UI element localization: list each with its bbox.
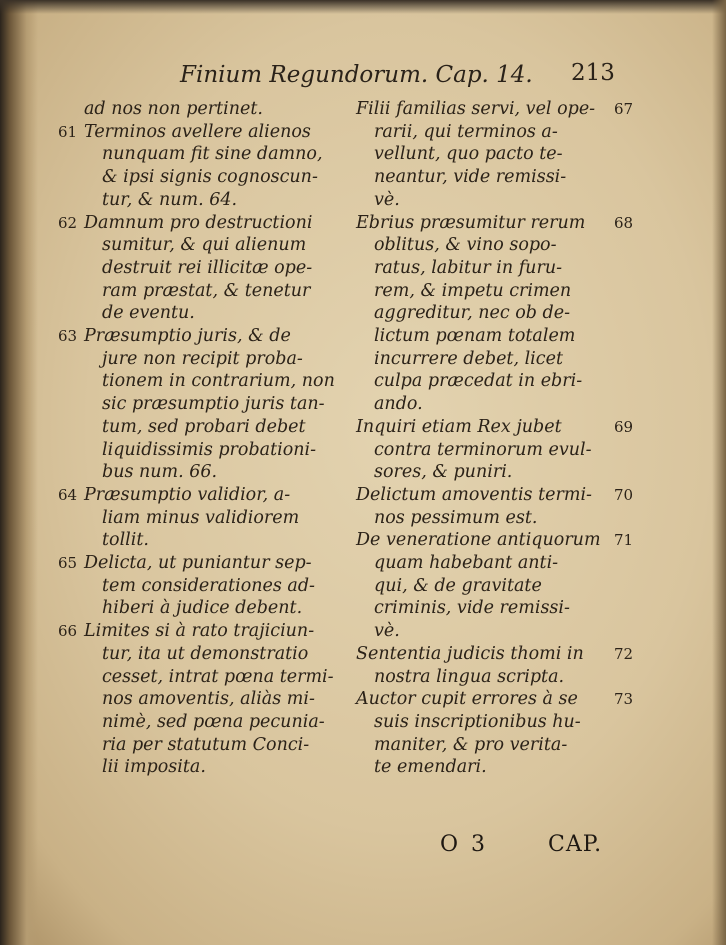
entry-text: [58, 212, 358, 326]
entry-line: oblitus, & vino sopo-: [374, 235, 557, 256]
entry-line: ratus, labitur in furu-: [374, 257, 562, 278]
entry-number: 65: [58, 554, 78, 573]
index-entry: [356, 416, 646, 484]
entry-line: tum, sed probari debet: [102, 416, 306, 437]
index-entry: [58, 552, 358, 620]
gutter-shadow: [0, 0, 38, 945]
entry-line: Limites si à rato trajiciun-: [84, 621, 315, 642]
entry-text: [356, 484, 646, 529]
entry-number: 71: [614, 531, 634, 550]
entry-line: tollit.: [102, 530, 149, 551]
catchword: CAP.: [548, 832, 603, 857]
entry-line: incurrere debet, licet: [374, 348, 563, 369]
entry-number: 73: [614, 690, 634, 709]
entry-line: Damnum pro destructioni: [84, 212, 313, 233]
entry-text: [58, 121, 358, 212]
index-entry: [356, 212, 646, 416]
entry-line: te emendari.: [374, 757, 487, 778]
entry-line: sic præsumptio juris tan-: [102, 394, 325, 415]
entry-line: Delictum amoventis termi-: [356, 484, 592, 505]
entry-line: Præsumptio juris, & de: [84, 326, 291, 347]
entry-number: 62: [58, 213, 78, 232]
entry-line: aggreditur, nec ob de-: [374, 303, 570, 324]
index-entry: [58, 98, 358, 121]
entry-text: [356, 529, 646, 643]
entry-number: 72: [614, 644, 634, 663]
entry-number: 66: [58, 622, 78, 641]
entry-text: [356, 98, 646, 212]
entry-number: 61: [58, 122, 78, 141]
entry-line: rarii, qui terminos a-: [374, 121, 558, 142]
entry-line: qui, & de gravitate: [374, 575, 542, 596]
entry-line: vè.: [374, 621, 400, 642]
top-edge-shadow: [0, 0, 726, 14]
entry-line: tem considerationes ad-: [102, 575, 315, 596]
entry-line: culpa præcedat in ebri-: [374, 371, 583, 392]
entry-number: 63: [58, 327, 78, 346]
index-entry: [58, 121, 358, 212]
left-index-column: [58, 98, 358, 779]
entry-line: nostra lingua scripta.: [374, 666, 565, 687]
entry-text: [356, 688, 646, 779]
running-head: Finium Regundorum. Cap. 14.: [180, 62, 533, 88]
entry-line: quam habebant anti-: [374, 553, 559, 574]
entry-line: vè.: [374, 189, 400, 210]
entry-line: Ebrius præsumitur rerum: [356, 212, 586, 233]
entry-line: de eventu.: [102, 303, 195, 324]
entry-line: contra terminorum evul-: [374, 439, 592, 460]
entry-line: Auctor cupit errores à se: [356, 689, 578, 710]
index-entry: [58, 325, 358, 484]
entry-number: 68: [614, 213, 634, 232]
entry-text: [58, 620, 358, 779]
entry-line: lii imposita.: [102, 757, 206, 778]
entry-text: [356, 212, 646, 416]
entry-line: criminis, vide remissi-: [374, 598, 570, 619]
index-entry: [58, 484, 358, 552]
entry-line: nunquam fit sine damno,: [102, 144, 323, 165]
right-edge-shadow: [712, 0, 726, 945]
index-entry: [356, 98, 646, 212]
entry-line: Præsumptio validior, a-: [84, 484, 291, 505]
index-entry: [356, 643, 646, 688]
entry-line: tur, & num. 64.: [102, 189, 238, 210]
entry-line: ad nos non pertinet.: [84, 99, 263, 119]
entry-line: Filii familias servi, vel ope-: [356, 99, 596, 119]
entry-line: ando.: [374, 394, 423, 415]
entry-line: suis inscriptionibus hu-: [374, 711, 581, 732]
signature-mark: O 3: [440, 832, 489, 857]
entry-line: sores, & puniri.: [374, 462, 513, 483]
entry-number: 67: [614, 100, 634, 118]
entry-line: jure non recipit proba-: [102, 348, 303, 369]
entry-text: [58, 552, 358, 620]
entry-line: sumitur, & qui alienum: [102, 235, 307, 256]
index-entry: [58, 620, 358, 779]
entry-line: cesset, intrat pœna termi-: [102, 666, 334, 687]
entry-number: 64: [58, 485, 78, 504]
entry-line: liam minus validiorem: [102, 507, 300, 528]
entry-line: ram præstat, & tenetur: [102, 280, 311, 301]
entry-text: [58, 325, 358, 484]
page-number: 213: [571, 60, 615, 86]
entry-line: liquidissimis probationi-: [102, 439, 317, 460]
entry-number: 70: [614, 485, 634, 504]
entry-line: destruit rei illicitæ ope-: [102, 257, 313, 278]
index-entry: [58, 212, 358, 326]
entry-line: hiberi à judice debent.: [102, 598, 303, 619]
index-entry: [356, 484, 646, 529]
entry-line: Sententia judicis thomi in: [356, 643, 584, 664]
entry-text: [356, 416, 646, 484]
entry-line: lictum pœnam totalem: [374, 326, 576, 347]
entry-number: 69: [614, 417, 634, 436]
right-index-column: [356, 98, 646, 779]
entry-line: bus num. 66.: [102, 462, 218, 483]
entry-line: Inquiri etiam Rex jubet: [356, 416, 562, 437]
index-entry: [356, 688, 646, 779]
entry-line: vellunt, quo pacto te-: [374, 144, 563, 165]
entry-line: tur, ita ut demonstratio: [102, 643, 309, 664]
entry-line: Terminos avellere alienos: [84, 121, 311, 142]
entry-line: tionem in contrarium, non: [102, 371, 335, 392]
index-entry: [356, 529, 646, 643]
entry-text: [58, 98, 358, 121]
entry-line: nos amoventis, aliàs mi-: [102, 689, 315, 710]
entry-line: neantur, vide remissi-: [374, 167, 567, 188]
entry-text: [58, 484, 358, 552]
entry-line: maniter, & pro verita-: [374, 734, 568, 755]
entry-line: rem, & impetu crimen: [374, 280, 572, 301]
entry-line: & ipsi signis cognoscun-: [102, 167, 318, 188]
entry-line: Delicta, ut puniantur sep-: [84, 553, 312, 574]
entry-line: nimè, sed pœna pecunia-: [102, 711, 325, 732]
entry-text: [356, 643, 646, 688]
entry-line: ria per statutum Conci-: [102, 734, 310, 755]
entry-line: nos pessimum est.: [374, 507, 538, 528]
entry-line: De veneratione antiquorum: [356, 530, 601, 551]
